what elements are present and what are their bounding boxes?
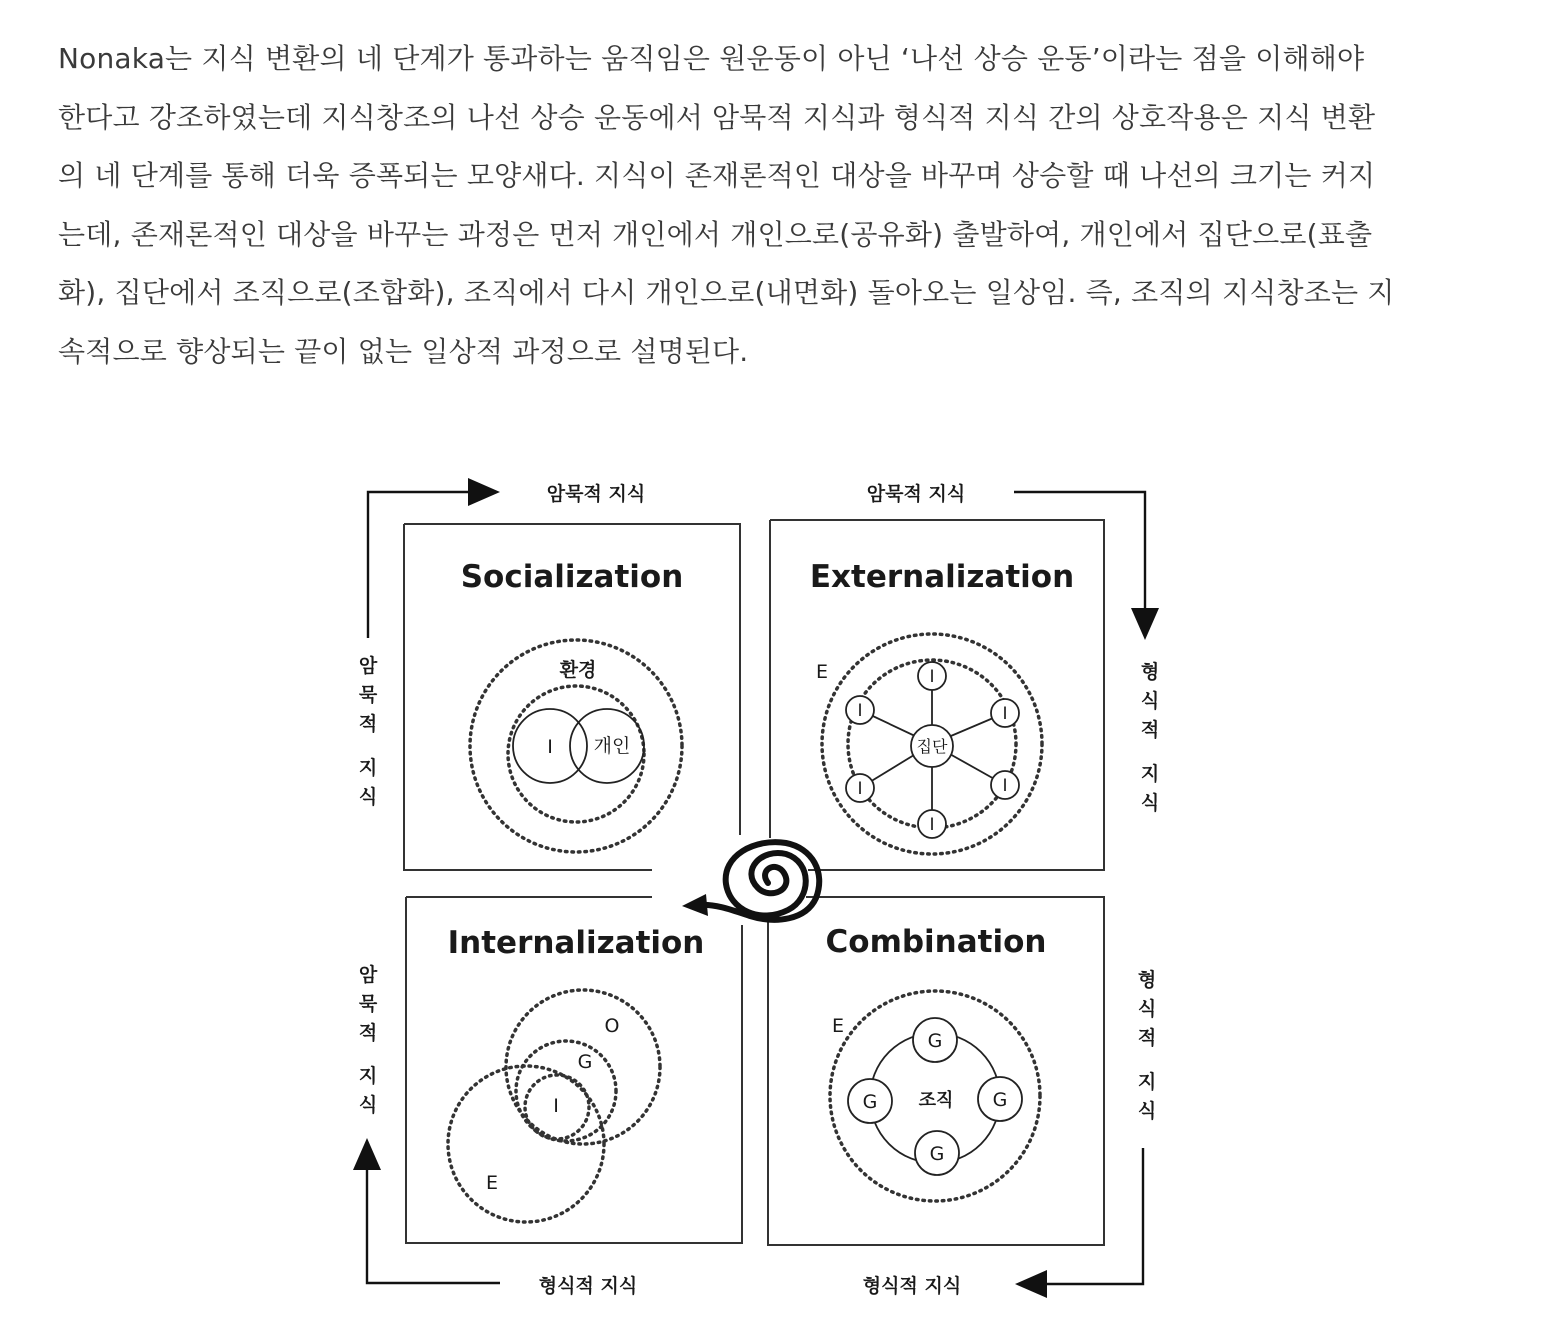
knowledge-spiral-icon (682, 842, 819, 920)
axis-char: 묵 (358, 684, 378, 706)
individual-label: I (857, 701, 863, 721)
flow-arrow-bottom-right (1015, 1148, 1143, 1298)
individual-label: I (929, 815, 935, 835)
individual-label: I (857, 779, 863, 799)
internalization-quadrant (448, 925, 705, 1222)
individual-label: I (929, 667, 935, 687)
group-label: G (992, 1089, 1008, 1111)
organization-label: 조직 (918, 1090, 954, 1111)
internalization-title: Internalization (447, 925, 705, 961)
externalization-quadrant (810, 559, 1074, 854)
individual-label: I (1002, 776, 1008, 796)
axis-char: 식 (1137, 1100, 1157, 1122)
individual-label: 개인 (593, 735, 631, 757)
axis-char: 적 (1140, 719, 1160, 741)
axis-label-top-right: 암묵적 지식 (866, 483, 966, 505)
axis-char: 지 (358, 1065, 378, 1087)
group-label: 집단 (916, 737, 948, 756)
axis-char: 지 (1140, 763, 1160, 785)
environment-label: E (485, 1172, 499, 1194)
combination-quadrant (826, 924, 1047, 1201)
axis-label-left-lower (359, 963, 378, 1116)
individual-label: I (547, 736, 553, 758)
paragraph-line: Nonaka는 지식 변환의 네 단계가 통과하는 움직임은 원운동이 아닌 ‘나선 상승 운동’이라는 점을 이해해야 (58, 42, 1365, 75)
combination-title: Combination (825, 924, 1047, 960)
flow-arrow-bottom-left (353, 1138, 500, 1283)
socialization-title: Socialization (460, 559, 684, 595)
axis-label-bottom-right: 형식적 지식 (862, 1275, 962, 1297)
axis-label-bottom-left: 형식적 지식 (538, 1275, 638, 1297)
axis-label-right-lower (1138, 968, 1156, 1122)
axis-char: 적 (358, 713, 378, 735)
axis-char: 지 (358, 757, 378, 779)
individual-label: I (553, 1095, 559, 1117)
flow-arrow-top-left (368, 478, 500, 638)
axis-label-top-left: 암묵적 지식 (546, 483, 646, 505)
paragraph-line: 는데, 존재론적인 대상을 바꾸는 과정은 먼저 개인에서 개인으로(공유화) 출발하여, 개인에서 집단으로(표출 (58, 217, 1373, 251)
environment-label: 환경 (559, 659, 597, 681)
environment-label: E (815, 661, 829, 683)
paragraph-line: 속적으로 향상되는 끝이 없는 일상적 과정으로 설명된다. (58, 334, 749, 368)
axis-char: 지 (1137, 1071, 1157, 1093)
axis-char: 적 (358, 1022, 378, 1044)
axis-char: 식 (358, 1094, 378, 1116)
axis-char: 암 (358, 655, 378, 677)
axis-char: 식 (358, 786, 378, 808)
axis-char: 묵 (358, 993, 378, 1015)
socialization-quadrant (461, 559, 684, 852)
paragraph-line: 한다고 강조하였는데 지식창조의 나선 상승 운동에서 암묵적 지식과 형식적 지식 간의 상호작용은 지식 변환 (58, 100, 1376, 134)
organization-label: O (604, 1015, 620, 1037)
paragraph-line: 의 네 단계를 통해 더욱 증폭되는 모양새다. 지식이 존재론적인 대상을 바꾸며 상승할 때 나선의 크기는 커지 (58, 159, 1376, 192)
group-label: G (862, 1091, 878, 1113)
axis-char: 식 (1140, 792, 1160, 814)
externalization-title: Externalization (809, 559, 1075, 595)
group-label: G (929, 1143, 945, 1165)
axis-char: 식 (1137, 998, 1157, 1020)
axis-char: 적 (1137, 1027, 1157, 1049)
individual-label: I (1002, 704, 1008, 724)
axis-label-left-upper (359, 654, 378, 808)
environment-label: E (831, 1015, 845, 1037)
axis-char: 식 (1140, 690, 1160, 712)
axis-char: 형 (1137, 969, 1157, 991)
axis-char: 형 (1140, 661, 1160, 683)
group-label: G (927, 1030, 943, 1052)
axis-char: 암 (358, 964, 378, 986)
axis-label-right-upper (1141, 660, 1159, 814)
paragraph-line: 화), 집단에서 조직으로(조합화), 조직에서 다시 개인으로(내면화) 돌아오는 일상임. 즉, 조직의 지식창조는 지 (58, 276, 1395, 309)
group-label: G (577, 1051, 593, 1073)
